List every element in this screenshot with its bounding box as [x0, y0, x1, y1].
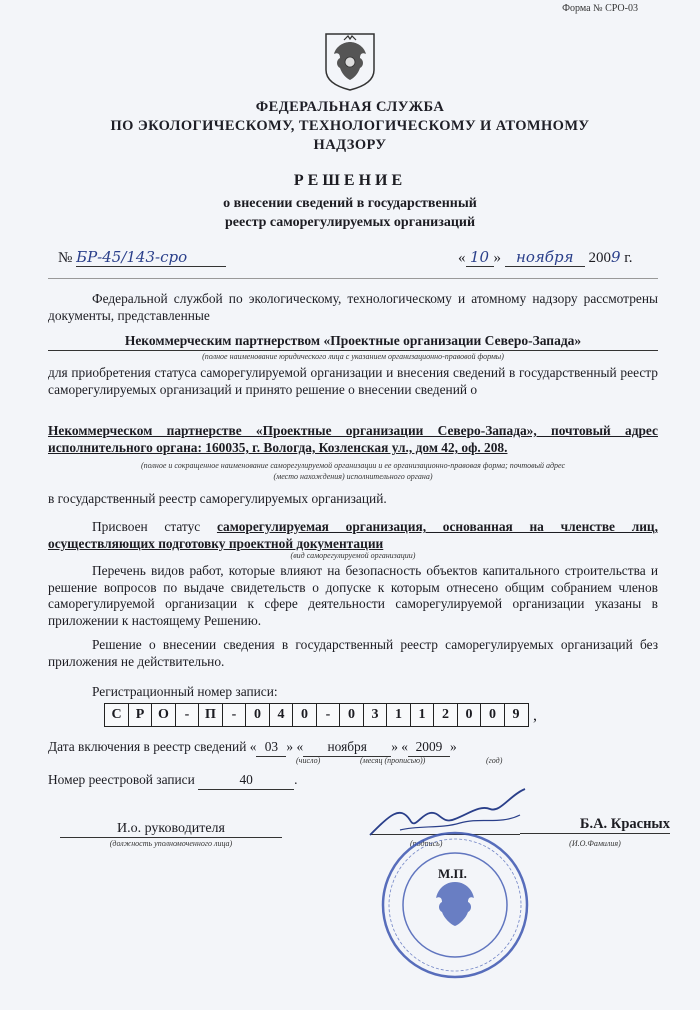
paragraph-3: в государственный реестр саморегулируемых организаций. — [48, 491, 387, 506]
handwritten-signature — [360, 785, 540, 855]
applicant-name: Некоммерческим партнерством «Проектные организации Северо-Запада» — [48, 333, 658, 351]
inclusion-date — [48, 739, 457, 757]
reg-cell: С — [104, 703, 129, 727]
inclusion-month: ноября — [303, 739, 391, 757]
reg-cell: 9 — [504, 703, 529, 727]
reg-cell: О — [151, 703, 176, 727]
quote: » — [391, 739, 398, 754]
decision-title: РЕШЕНИЕ — [293, 172, 407, 189]
caption-month: (месяц (прописью)) — [360, 756, 426, 765]
paragraph-1: Федеральной службой по экологическому, технологическому и атомному надзору рассмотрены документы, представленные — [48, 291, 658, 323]
doc-number-value: БР-45/143-сро — [76, 248, 226, 267]
decision-subtitle-2: реестр саморегулируемых организаций — [224, 215, 476, 230]
organization-caption-1: (полное и сокращенное наименование саморегулируемой организации и ее организационно-правовая форма; почтовый адрес — [140, 461, 566, 470]
quote-close: » — [493, 250, 501, 266]
reg-cell: 0 — [339, 703, 364, 727]
reg-cell: 2 — [433, 703, 458, 727]
doc-date-month: ноября — [505, 248, 585, 267]
status-block — [48, 518, 658, 552]
caption-year: (год) — [486, 756, 503, 765]
doc-date-year-digit: 9 — [611, 248, 621, 266]
record-number — [48, 772, 298, 790]
seal-mark: М.П. — [438, 866, 467, 881]
reg-cell: 0 — [245, 703, 270, 727]
caption-day: (число) — [296, 756, 321, 765]
reg-cell: - — [222, 703, 247, 727]
reg-cell: - — [316, 703, 341, 727]
signer-position-caption: (должность уполномоченного лица) — [109, 839, 233, 848]
registration-label: Регистрационный номер записи: — [92, 684, 278, 699]
agency-line-3: НАДЗОРУ — [313, 137, 387, 153]
record-value: 40 — [198, 772, 294, 790]
signer-name-caption: (И.О.Фамилия) — [569, 839, 621, 848]
divider — [48, 278, 658, 279]
quote: « — [296, 739, 304, 754]
registration-number — [104, 703, 537, 729]
status-value: саморегулируемая организация, основанная на членстве лиц, осуществляющих подготовку проектной документации — [48, 519, 658, 551]
doc-date-year-prefix: 200 — [588, 250, 611, 266]
paragraph-5: Решение о внесении сведения в государственный реестр саморегулируемых организаций без приложения не действительно. — [48, 637, 658, 669]
number-sign: № — [58, 250, 73, 266]
reg-cell: - — [175, 703, 200, 727]
quote-open: « — [458, 250, 466, 266]
signer-name: Б.А. Красных — [520, 816, 670, 834]
inclusion-label: Дата включения в реестр сведений — [48, 739, 247, 754]
quote: « — [249, 739, 257, 754]
quote: » — [286, 739, 294, 754]
reg-cell: Р — [128, 703, 153, 727]
reg-cell: 4 — [269, 703, 294, 727]
status-caption: (вид саморегулируемой организации) — [290, 551, 416, 560]
reg-cell: 0 — [292, 703, 317, 727]
agency-line-2: ПО ЭКОЛОГИЧЕСКОМУ, ТЕХНОЛОГИЧЕСКОМУ И АТОМНОМУ — [110, 118, 590, 134]
reg-cell: 1 — [386, 703, 411, 727]
paragraph-4: Перечень видов работ, которые влияют на безопасность объектов капитального строительства и решение вопросов по выдаче свидетельств о допуске к которым отнесено общим собранием членов саморегулируемой организации к сфере деятельности саморегулируемой организации указаны в приложении к настоящему Решению. — [48, 563, 658, 628]
doc-date-day: 10 — [466, 248, 494, 267]
coat-of-arms-icon — [322, 30, 378, 92]
decision-subtitle-1: о внесении сведений в государственный — [223, 196, 477, 211]
form-number: Форма № СРО-03 — [562, 3, 638, 14]
doc-number — [58, 248, 226, 267]
organization-full: Некоммерческом партнерстве «Проектные организации Северо-Запада», почтовый адрес исполнительного органа: 160035, г. Вологда, Козленская ул., дом 42, оф. 208. — [48, 423, 658, 455]
reg-tail: , — [533, 707, 537, 724]
agency-line-1: ФЕДЕРАЛЬНАЯ СЛУЖБА — [255, 99, 445, 115]
reg-cell: 0 — [480, 703, 505, 727]
inclusion-year: 2009 — [408, 739, 450, 757]
reg-cell: 1 — [410, 703, 435, 727]
reg-cell: П — [198, 703, 223, 727]
inclusion-day: 03 — [256, 739, 286, 757]
reg-cell: 3 — [363, 703, 388, 727]
signer-position: И.о. руководителя — [60, 821, 282, 838]
quote: » — [449, 739, 457, 754]
paragraph-2: для приобретения статуса саморегулируемой организации и внесения сведений в государственный реестр саморегулируемых организаций и принято решение о внесении сведений о — [48, 365, 658, 397]
status-label: Присвоен статус — [92, 519, 201, 534]
doc-date — [458, 248, 633, 267]
reg-cell: 0 — [457, 703, 482, 727]
record-tail: . — [294, 772, 298, 787]
year-suffix: г. — [624, 250, 633, 266]
quote: « — [401, 739, 408, 754]
applicant-caption: (полное наименование юридического лица с указанием организационно-правовой формы) — [202, 352, 504, 361]
signature-caption: (подпись) — [410, 839, 443, 848]
record-label: Номер реестровой записи — [48, 772, 195, 787]
organization-caption-2: (место нахождения) исполнительного органа) — [273, 472, 433, 481]
